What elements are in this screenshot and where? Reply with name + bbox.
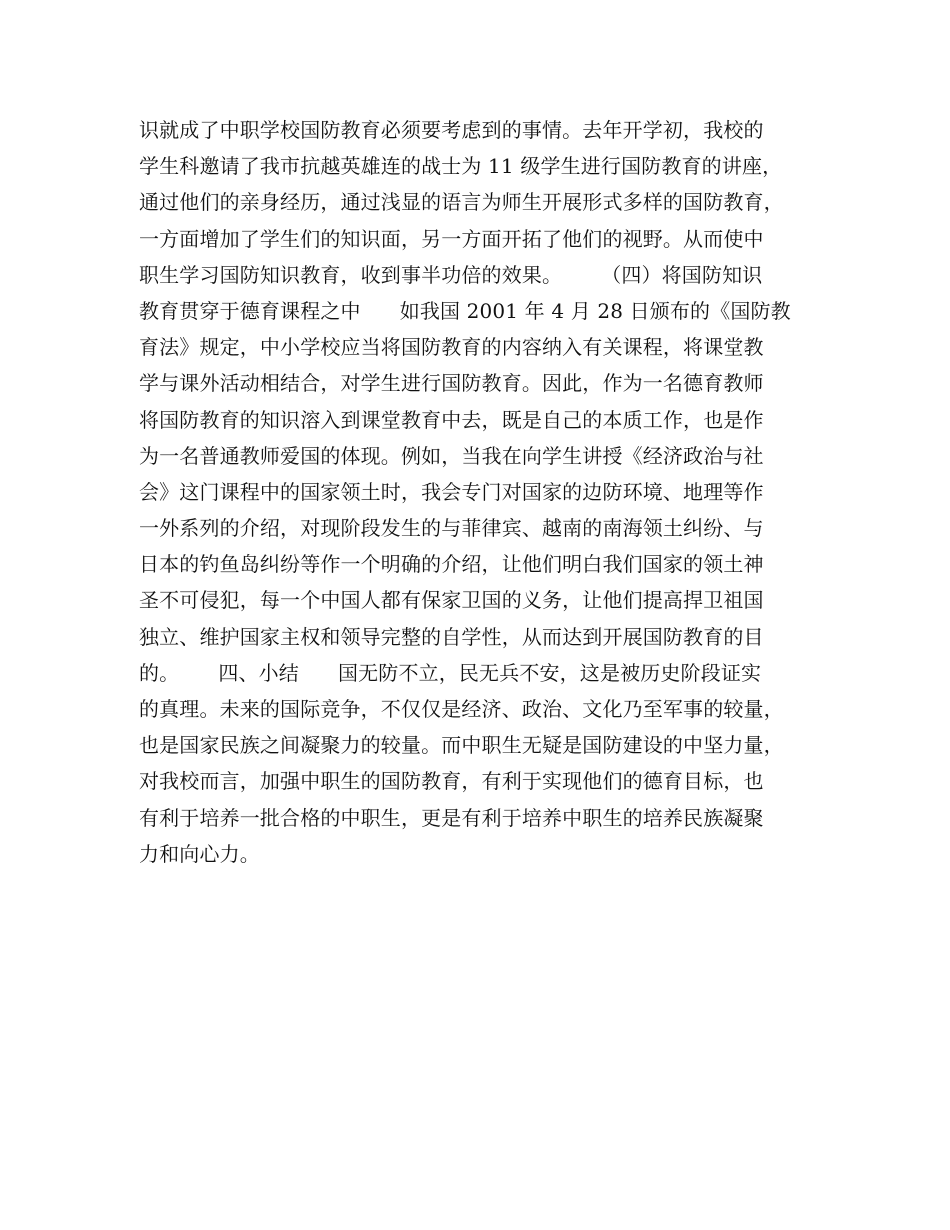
text-line-15: 独立、维护国家主权和领导完整的自学性，从而达到开展国防教育的目 xyxy=(139,624,764,649)
text-line-7: 育法》规定，中小学校应当将国防教育的内容纳入有关课程，将课堂教 xyxy=(139,335,764,360)
text-line-21: 力和向心力。 xyxy=(139,841,260,866)
text-line-12: 一外系列的介绍，对现阶段发生的与菲律宾、越南的南海领土纠纷、与 xyxy=(139,516,764,541)
text-line-17: 的真理。未来的国际竞争，不仅仅是经济、政治、文化乃至军事的较量， xyxy=(139,697,784,721)
body-text xyxy=(139,112,839,872)
text-line-10: 为一名普通教师爱国的体现。例如，当我在向学生讲授《经济政治与社 xyxy=(139,443,764,468)
text-line-18: 也是国家民族之间凝聚力的较量。而中职生无疑是国防建设的中坚力量， xyxy=(139,733,784,758)
text-line-1: 识就成了中职学校国防教育必须要考虑到的事情。去年开学初，我校的 xyxy=(139,118,764,142)
text-line-16: 的。 四、小结 国无防不立，民无兵不安，这是被历史阶段证实 xyxy=(139,660,762,685)
text-line-2: 学生科邀请了我市抗越英雄连的战士为 11 级学生进行国防教育的讲座， xyxy=(139,154,783,179)
text-line-3: 通过他们的亲身经历，通过浅显的语言为师生开展形式多样的国防教育， xyxy=(139,190,784,215)
text-line-4: 一方面增加了学生们的知识面，另一方面开拓了他们的视野。从而使中 xyxy=(139,226,764,251)
text-line-19: 对我校而言，加强中职生的国防教育，有利于实现他们的德育目标，也 xyxy=(139,769,764,794)
text-line-11: 会》这门课程中的国家领土时，我会专门对国家的边防环境、地理等作 xyxy=(139,479,764,504)
text-line-6: 教育贯穿于德育课程之中 如我国 2001 年 4 月 28 日颁布的《国防教 xyxy=(139,298,791,323)
text-line-13: 日本的钓鱼岛纠纷等作一个明确的介绍，让他们明白我们国家的领土神 xyxy=(139,552,764,577)
text-line-5: 职生学习国防知识教育，收到事半功倍的效果。 （四）将国防知识 xyxy=(139,262,763,287)
text-line-20: 有利于培养一批合格的中职生，更是有利于培养中职生的培养民族凝聚 xyxy=(139,805,764,830)
text-line-14: 圣不可侵犯，每一个中国人都有保家卫国的义务，让他们提高捍卫祖国 xyxy=(139,588,764,613)
text-line-9: 将国防教育的知识溶入到课堂教育中去，既是自己的本质工作，也是作 xyxy=(139,407,764,432)
text-line-8: 学与课外活动相结合，对学生进行国防教育。因此，作为一名德育教师 xyxy=(139,371,764,396)
